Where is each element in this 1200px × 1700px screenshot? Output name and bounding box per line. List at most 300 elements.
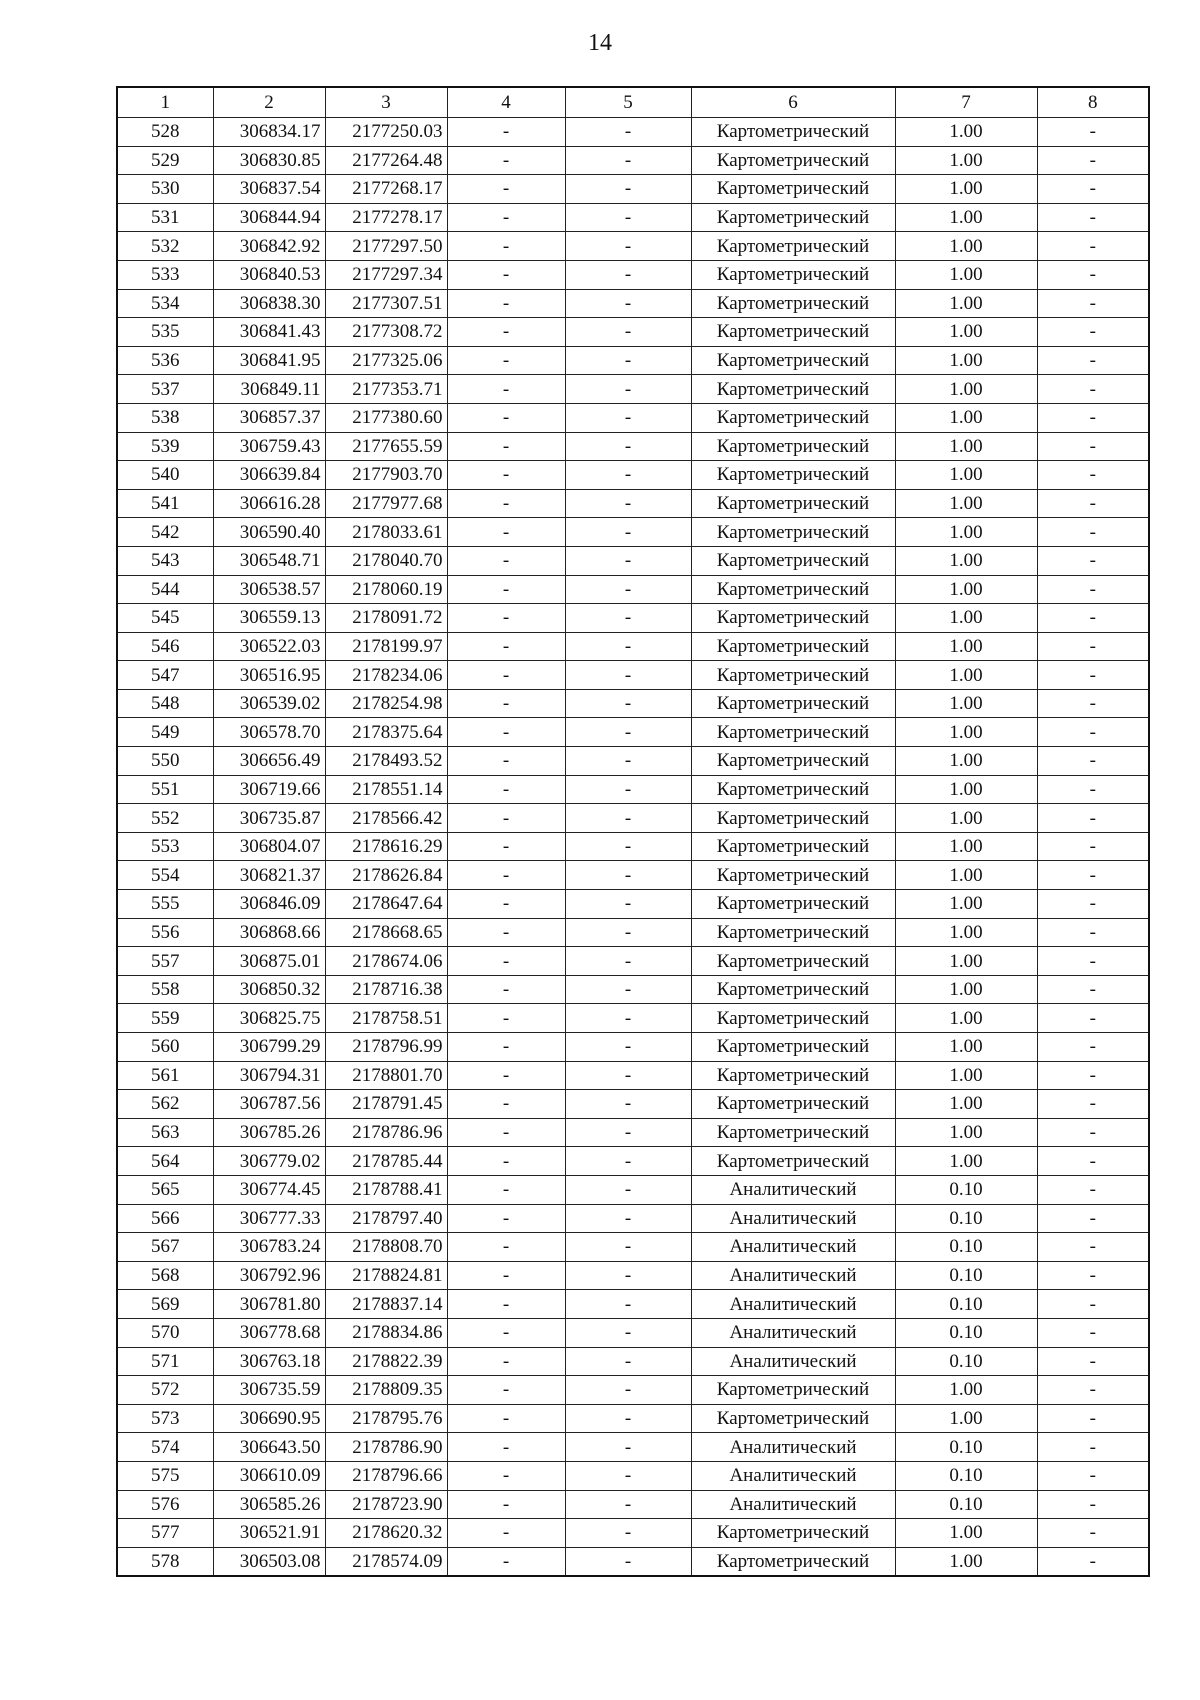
table-row xyxy=(117,118,1149,147)
x-coordinate-cell: 306868.66 xyxy=(213,918,325,947)
point-number-cell: 540 xyxy=(117,461,213,490)
col4-cell: - xyxy=(447,546,565,575)
y-coordinate-cell: 2178808.70 xyxy=(325,1233,447,1262)
y-coordinate-cell: 2178795.76 xyxy=(325,1404,447,1433)
y-coordinate-cell: 2177268.17 xyxy=(325,175,447,204)
method-cell: Аналитический xyxy=(691,1233,895,1262)
table-row xyxy=(117,689,1149,718)
point-number-cell: 574 xyxy=(117,1433,213,1462)
col4-cell: - xyxy=(447,975,565,1004)
col8-cell: - xyxy=(1037,632,1149,661)
point-number-cell: 570 xyxy=(117,1318,213,1347)
y-coordinate-cell: 2178199.97 xyxy=(325,632,447,661)
col8-cell: - xyxy=(1037,1033,1149,1062)
accuracy-cell: 1.00 xyxy=(895,747,1037,776)
x-coordinate-cell: 306844.94 xyxy=(213,203,325,232)
point-number-cell: 532 xyxy=(117,232,213,261)
col5-cell: - xyxy=(565,975,691,1004)
col8-cell: - xyxy=(1037,1004,1149,1033)
y-coordinate-cell: 2178551.14 xyxy=(325,775,447,804)
col4-cell: - xyxy=(447,289,565,318)
x-coordinate-cell: 306834.17 xyxy=(213,118,325,147)
x-coordinate-cell: 306875.01 xyxy=(213,947,325,976)
col8-cell: - xyxy=(1037,375,1149,404)
method-cell: Картометрический xyxy=(691,432,895,461)
accuracy-cell: 1.00 xyxy=(895,289,1037,318)
col8-cell: - xyxy=(1037,1433,1149,1462)
col5-cell: - xyxy=(565,1233,691,1262)
col5-cell: - xyxy=(565,432,691,461)
point-number-cell: 549 xyxy=(117,718,213,747)
col8-cell: - xyxy=(1037,1519,1149,1548)
accuracy-cell: 1.00 xyxy=(895,861,1037,890)
y-coordinate-cell: 2178796.99 xyxy=(325,1033,447,1062)
y-coordinate-cell: 2177325.06 xyxy=(325,346,447,375)
point-number-cell: 567 xyxy=(117,1233,213,1262)
column-header: 5 xyxy=(565,87,691,118)
point-number-cell: 571 xyxy=(117,1347,213,1376)
col8-cell: - xyxy=(1037,260,1149,289)
y-coordinate-cell: 2177655.59 xyxy=(325,432,447,461)
y-coordinate-cell: 2177297.50 xyxy=(325,232,447,261)
method-cell: Картометрический xyxy=(691,146,895,175)
accuracy-cell: 1.00 xyxy=(895,461,1037,490)
col5-cell: - xyxy=(565,346,691,375)
col4-cell: - xyxy=(447,461,565,490)
col4-cell: - xyxy=(447,1290,565,1319)
y-coordinate-cell: 2178574.09 xyxy=(325,1547,447,1576)
col4-cell: - xyxy=(447,1433,565,1462)
x-coordinate-cell: 306785.26 xyxy=(213,1118,325,1147)
x-coordinate-cell: 306639.84 xyxy=(213,461,325,490)
point-number-cell: 546 xyxy=(117,632,213,661)
point-number-cell: 559 xyxy=(117,1004,213,1033)
col4-cell: - xyxy=(447,518,565,547)
method-cell: Картометрический xyxy=(691,403,895,432)
x-coordinate-cell: 306778.68 xyxy=(213,1318,325,1347)
point-number-cell: 543 xyxy=(117,546,213,575)
x-coordinate-cell: 306841.95 xyxy=(213,346,325,375)
col8-cell: - xyxy=(1037,1061,1149,1090)
col8-cell: - xyxy=(1037,1490,1149,1519)
col5-cell: - xyxy=(565,661,691,690)
point-number-cell: 561 xyxy=(117,1061,213,1090)
table-row xyxy=(117,203,1149,232)
col5-cell: - xyxy=(565,1461,691,1490)
col4-cell: - xyxy=(447,1318,565,1347)
accuracy-cell: 0.10 xyxy=(895,1290,1037,1319)
col4-cell: - xyxy=(447,861,565,890)
method-cell: Картометрический xyxy=(691,1061,895,1090)
table-row xyxy=(117,975,1149,1004)
x-coordinate-cell: 306838.30 xyxy=(213,289,325,318)
col5-cell: - xyxy=(565,546,691,575)
col8-cell: - xyxy=(1037,747,1149,776)
x-coordinate-cell: 306548.71 xyxy=(213,546,325,575)
x-coordinate-cell: 306590.40 xyxy=(213,518,325,547)
x-coordinate-cell: 306643.50 xyxy=(213,1433,325,1462)
table-row xyxy=(117,747,1149,776)
point-number-cell: 569 xyxy=(117,1290,213,1319)
col4-cell: - xyxy=(447,1376,565,1405)
accuracy-cell: 1.00 xyxy=(895,804,1037,833)
method-cell: Картометрический xyxy=(691,947,895,976)
point-number-cell: 558 xyxy=(117,975,213,1004)
accuracy-cell: 1.00 xyxy=(895,203,1037,232)
x-coordinate-cell: 306787.56 xyxy=(213,1090,325,1119)
col8-cell: - xyxy=(1037,975,1149,1004)
point-number-cell: 539 xyxy=(117,432,213,461)
table-body xyxy=(117,118,1149,1577)
point-number-cell: 578 xyxy=(117,1547,213,1576)
column-header: 4 xyxy=(447,87,565,118)
table-row xyxy=(117,1090,1149,1119)
method-cell: Картометрический xyxy=(691,461,895,490)
table-row xyxy=(117,1404,1149,1433)
col5-cell: - xyxy=(565,289,691,318)
col8-cell: - xyxy=(1037,489,1149,518)
col4-cell: - xyxy=(447,175,565,204)
col4-cell: - xyxy=(447,232,565,261)
method-cell: Аналитический xyxy=(691,1290,895,1319)
method-cell: Аналитический xyxy=(691,1175,895,1204)
col8-cell: - xyxy=(1037,575,1149,604)
x-coordinate-cell: 306857.37 xyxy=(213,403,325,432)
col4-cell: - xyxy=(447,1175,565,1204)
point-number-cell: 564 xyxy=(117,1147,213,1176)
method-cell: Картометрический xyxy=(691,1547,895,1576)
x-coordinate-cell: 306759.43 xyxy=(213,432,325,461)
x-coordinate-cell: 306585.26 xyxy=(213,1490,325,1519)
y-coordinate-cell: 2178758.51 xyxy=(325,1004,447,1033)
table-row xyxy=(117,1261,1149,1290)
method-cell: Аналитический xyxy=(691,1490,895,1519)
col5-cell: - xyxy=(565,1147,691,1176)
x-coordinate-cell: 306846.09 xyxy=(213,890,325,919)
table-row xyxy=(117,1433,1149,1462)
col5-cell: - xyxy=(565,518,691,547)
y-coordinate-cell: 2178091.72 xyxy=(325,604,447,633)
y-coordinate-cell: 2178254.98 xyxy=(325,689,447,718)
y-coordinate-cell: 2177250.03 xyxy=(325,118,447,147)
accuracy-cell: 1.00 xyxy=(895,775,1037,804)
table-row xyxy=(117,832,1149,861)
y-coordinate-cell: 2178493.52 xyxy=(325,747,447,776)
y-coordinate-cell: 2177903.70 xyxy=(325,461,447,490)
x-coordinate-cell: 306821.37 xyxy=(213,861,325,890)
col4-cell: - xyxy=(447,1347,565,1376)
accuracy-cell: 1.00 xyxy=(895,260,1037,289)
col5-cell: - xyxy=(565,775,691,804)
col8-cell: - xyxy=(1037,775,1149,804)
point-number-cell: 538 xyxy=(117,403,213,432)
x-coordinate-cell: 306521.91 xyxy=(213,1519,325,1548)
point-number-cell: 572 xyxy=(117,1376,213,1405)
method-cell: Картометрический xyxy=(691,861,895,890)
accuracy-cell: 1.00 xyxy=(895,1519,1037,1548)
table-row xyxy=(117,1490,1149,1519)
accuracy-cell: 1.00 xyxy=(895,1404,1037,1433)
y-coordinate-cell: 2177308.72 xyxy=(325,318,447,347)
accuracy-cell: 1.00 xyxy=(895,146,1037,175)
accuracy-cell: 1.00 xyxy=(895,947,1037,976)
x-coordinate-cell: 306825.75 xyxy=(213,1004,325,1033)
col5-cell: - xyxy=(565,461,691,490)
table-row xyxy=(117,775,1149,804)
accuracy-cell: 1.00 xyxy=(895,1004,1037,1033)
col5-cell: - xyxy=(565,1204,691,1233)
col8-cell: - xyxy=(1037,1547,1149,1576)
x-coordinate-cell: 306735.87 xyxy=(213,804,325,833)
col5-cell: - xyxy=(565,146,691,175)
method-cell: Аналитический xyxy=(691,1461,895,1490)
y-coordinate-cell: 2178616.29 xyxy=(325,832,447,861)
accuracy-cell: 1.00 xyxy=(895,546,1037,575)
method-cell: Картометрический xyxy=(691,1519,895,1548)
x-coordinate-cell: 306799.29 xyxy=(213,1033,325,1062)
y-coordinate-cell: 2178060.19 xyxy=(325,575,447,604)
col8-cell: - xyxy=(1037,890,1149,919)
col8-cell: - xyxy=(1037,118,1149,147)
col4-cell: - xyxy=(447,632,565,661)
method-cell: Картометрический xyxy=(691,175,895,204)
table-row xyxy=(117,375,1149,404)
col8-cell: - xyxy=(1037,146,1149,175)
point-number-cell: 529 xyxy=(117,146,213,175)
point-number-cell: 554 xyxy=(117,861,213,890)
point-number-cell: 555 xyxy=(117,890,213,919)
col4-cell: - xyxy=(447,1261,565,1290)
table-row xyxy=(117,1004,1149,1033)
col4-cell: - xyxy=(447,775,565,804)
col4-cell: - xyxy=(447,1519,565,1548)
point-number-cell: 576 xyxy=(117,1490,213,1519)
table-row xyxy=(117,289,1149,318)
accuracy-cell: 0.10 xyxy=(895,1204,1037,1233)
table-row xyxy=(117,1118,1149,1147)
method-cell: Картометрический xyxy=(691,689,895,718)
col8-cell: - xyxy=(1037,461,1149,490)
method-cell: Картометрический xyxy=(691,1118,895,1147)
x-coordinate-cell: 306830.85 xyxy=(213,146,325,175)
accuracy-cell: 1.00 xyxy=(895,375,1037,404)
col8-cell: - xyxy=(1037,1461,1149,1490)
method-cell: Картометрический xyxy=(691,289,895,318)
y-coordinate-cell: 2178834.86 xyxy=(325,1318,447,1347)
col5-cell: - xyxy=(565,890,691,919)
col4-cell: - xyxy=(447,1004,565,1033)
table-row xyxy=(117,432,1149,461)
page-number: 14 xyxy=(588,30,612,56)
accuracy-cell: 0.10 xyxy=(895,1490,1037,1519)
col8-cell: - xyxy=(1037,1175,1149,1204)
y-coordinate-cell: 2178033.61 xyxy=(325,518,447,547)
accuracy-cell: 1.00 xyxy=(895,918,1037,947)
col4-cell: - xyxy=(447,718,565,747)
col5-cell: - xyxy=(565,175,691,204)
col8-cell: - xyxy=(1037,1290,1149,1319)
method-cell: Картометрический xyxy=(691,1004,895,1033)
column-header: 3 xyxy=(325,87,447,118)
accuracy-cell: 1.00 xyxy=(895,489,1037,518)
point-number-cell: 530 xyxy=(117,175,213,204)
x-coordinate-cell: 306735.59 xyxy=(213,1376,325,1405)
col4-cell: - xyxy=(447,146,565,175)
y-coordinate-cell: 2178809.35 xyxy=(325,1376,447,1405)
col5-cell: - xyxy=(565,1290,691,1319)
method-cell: Аналитический xyxy=(691,1433,895,1462)
col5-cell: - xyxy=(565,1376,691,1405)
col8-cell: - xyxy=(1037,804,1149,833)
accuracy-cell: 0.10 xyxy=(895,1433,1037,1462)
table-row xyxy=(117,146,1149,175)
col4-cell: - xyxy=(447,918,565,947)
col5-cell: - xyxy=(565,1175,691,1204)
table-row xyxy=(117,1347,1149,1376)
method-cell: Картометрический xyxy=(691,546,895,575)
col4-cell: - xyxy=(447,203,565,232)
point-number-cell: 550 xyxy=(117,747,213,776)
method-cell: Аналитический xyxy=(691,1204,895,1233)
column-header: 1 xyxy=(117,87,213,118)
col4-cell: - xyxy=(447,1490,565,1519)
col5-cell: - xyxy=(565,632,691,661)
accuracy-cell: 1.00 xyxy=(895,432,1037,461)
y-coordinate-cell: 2178234.06 xyxy=(325,661,447,690)
table-row xyxy=(117,804,1149,833)
col8-cell: - xyxy=(1037,661,1149,690)
table-row xyxy=(117,632,1149,661)
point-number-cell: 575 xyxy=(117,1461,213,1490)
col8-cell: - xyxy=(1037,718,1149,747)
accuracy-cell: 1.00 xyxy=(895,689,1037,718)
x-coordinate-cell: 306840.53 xyxy=(213,260,325,289)
y-coordinate-cell: 2178375.64 xyxy=(325,718,447,747)
x-coordinate-cell: 306559.13 xyxy=(213,604,325,633)
accuracy-cell: 1.00 xyxy=(895,175,1037,204)
col4-cell: - xyxy=(447,1461,565,1490)
col8-cell: - xyxy=(1037,203,1149,232)
col4-cell: - xyxy=(447,403,565,432)
table-row xyxy=(117,1290,1149,1319)
point-number-cell: 541 xyxy=(117,489,213,518)
col4-cell: - xyxy=(447,1147,565,1176)
col5-cell: - xyxy=(565,1347,691,1376)
col5-cell: - xyxy=(565,832,691,861)
table-row xyxy=(117,346,1149,375)
method-cell: Аналитический xyxy=(691,1318,895,1347)
method-cell: Картометрический xyxy=(691,232,895,261)
point-number-cell: 528 xyxy=(117,118,213,147)
accuracy-cell: 1.00 xyxy=(895,632,1037,661)
method-cell: Картометрический xyxy=(691,747,895,776)
accuracy-cell: 1.00 xyxy=(895,318,1037,347)
col5-cell: - xyxy=(565,1261,691,1290)
method-cell: Аналитический xyxy=(691,1347,895,1376)
point-number-cell: 566 xyxy=(117,1204,213,1233)
y-coordinate-cell: 2178824.81 xyxy=(325,1261,447,1290)
y-coordinate-cell: 2178837.14 xyxy=(325,1290,447,1319)
coordinates-table xyxy=(116,86,1150,1577)
x-coordinate-cell: 306578.70 xyxy=(213,718,325,747)
x-coordinate-cell: 306777.33 xyxy=(213,1204,325,1233)
col8-cell: - xyxy=(1037,1347,1149,1376)
accuracy-cell: 0.10 xyxy=(895,1175,1037,1204)
col4-cell: - xyxy=(447,1090,565,1119)
accuracy-cell: 1.00 xyxy=(895,604,1037,633)
point-number-cell: 544 xyxy=(117,575,213,604)
y-coordinate-cell: 2178620.32 xyxy=(325,1519,447,1548)
col4-cell: - xyxy=(447,1404,565,1433)
method-cell: Картометрический xyxy=(691,118,895,147)
point-number-cell: 556 xyxy=(117,918,213,947)
accuracy-cell: 1.00 xyxy=(895,403,1037,432)
point-number-cell: 557 xyxy=(117,947,213,976)
y-coordinate-cell: 2178668.65 xyxy=(325,918,447,947)
accuracy-cell: 1.00 xyxy=(895,1118,1037,1147)
point-number-cell: 537 xyxy=(117,375,213,404)
col5-cell: - xyxy=(565,1547,691,1576)
col4-cell: - xyxy=(447,118,565,147)
accuracy-cell: 0.10 xyxy=(895,1261,1037,1290)
col8-cell: - xyxy=(1037,346,1149,375)
accuracy-cell: 1.00 xyxy=(895,890,1037,919)
col4-cell: - xyxy=(447,804,565,833)
col5-cell: - xyxy=(565,1090,691,1119)
table-row xyxy=(117,1033,1149,1062)
x-coordinate-cell: 306616.28 xyxy=(213,489,325,518)
method-cell: Картометрический xyxy=(691,775,895,804)
col4-cell: - xyxy=(447,432,565,461)
method-cell: Картометрический xyxy=(691,489,895,518)
point-number-cell: 560 xyxy=(117,1033,213,1062)
method-cell: Картометрический xyxy=(691,1404,895,1433)
col5-cell: - xyxy=(565,1118,691,1147)
col4-cell: - xyxy=(447,1061,565,1090)
method-cell: Картометрический xyxy=(691,604,895,633)
x-coordinate-cell: 306516.95 xyxy=(213,661,325,690)
point-number-cell: 563 xyxy=(117,1118,213,1147)
accuracy-cell: 0.10 xyxy=(895,1461,1037,1490)
accuracy-cell: 1.00 xyxy=(895,1033,1037,1062)
col8-cell: - xyxy=(1037,1404,1149,1433)
col8-cell: - xyxy=(1037,832,1149,861)
col4-cell: - xyxy=(447,489,565,518)
col5-cell: - xyxy=(565,1318,691,1347)
col8-cell: - xyxy=(1037,1233,1149,1262)
col5-cell: - xyxy=(565,947,691,976)
x-coordinate-cell: 306522.03 xyxy=(213,632,325,661)
col4-cell: - xyxy=(447,832,565,861)
table-row xyxy=(117,260,1149,289)
col5-cell: - xyxy=(565,489,691,518)
method-cell: Картометрический xyxy=(691,918,895,947)
x-coordinate-cell: 306719.66 xyxy=(213,775,325,804)
point-number-cell: 531 xyxy=(117,203,213,232)
table-row xyxy=(117,232,1149,261)
y-coordinate-cell: 2178788.41 xyxy=(325,1175,447,1204)
y-coordinate-cell: 2177278.17 xyxy=(325,203,447,232)
x-coordinate-cell: 306539.02 xyxy=(213,689,325,718)
col5-cell: - xyxy=(565,1033,691,1062)
table-row xyxy=(117,918,1149,947)
y-coordinate-cell: 2178822.39 xyxy=(325,1347,447,1376)
col5-cell: - xyxy=(565,861,691,890)
table-row xyxy=(117,575,1149,604)
y-coordinate-cell: 2177307.51 xyxy=(325,289,447,318)
accuracy-cell: 1.00 xyxy=(895,232,1037,261)
table-row xyxy=(117,1461,1149,1490)
